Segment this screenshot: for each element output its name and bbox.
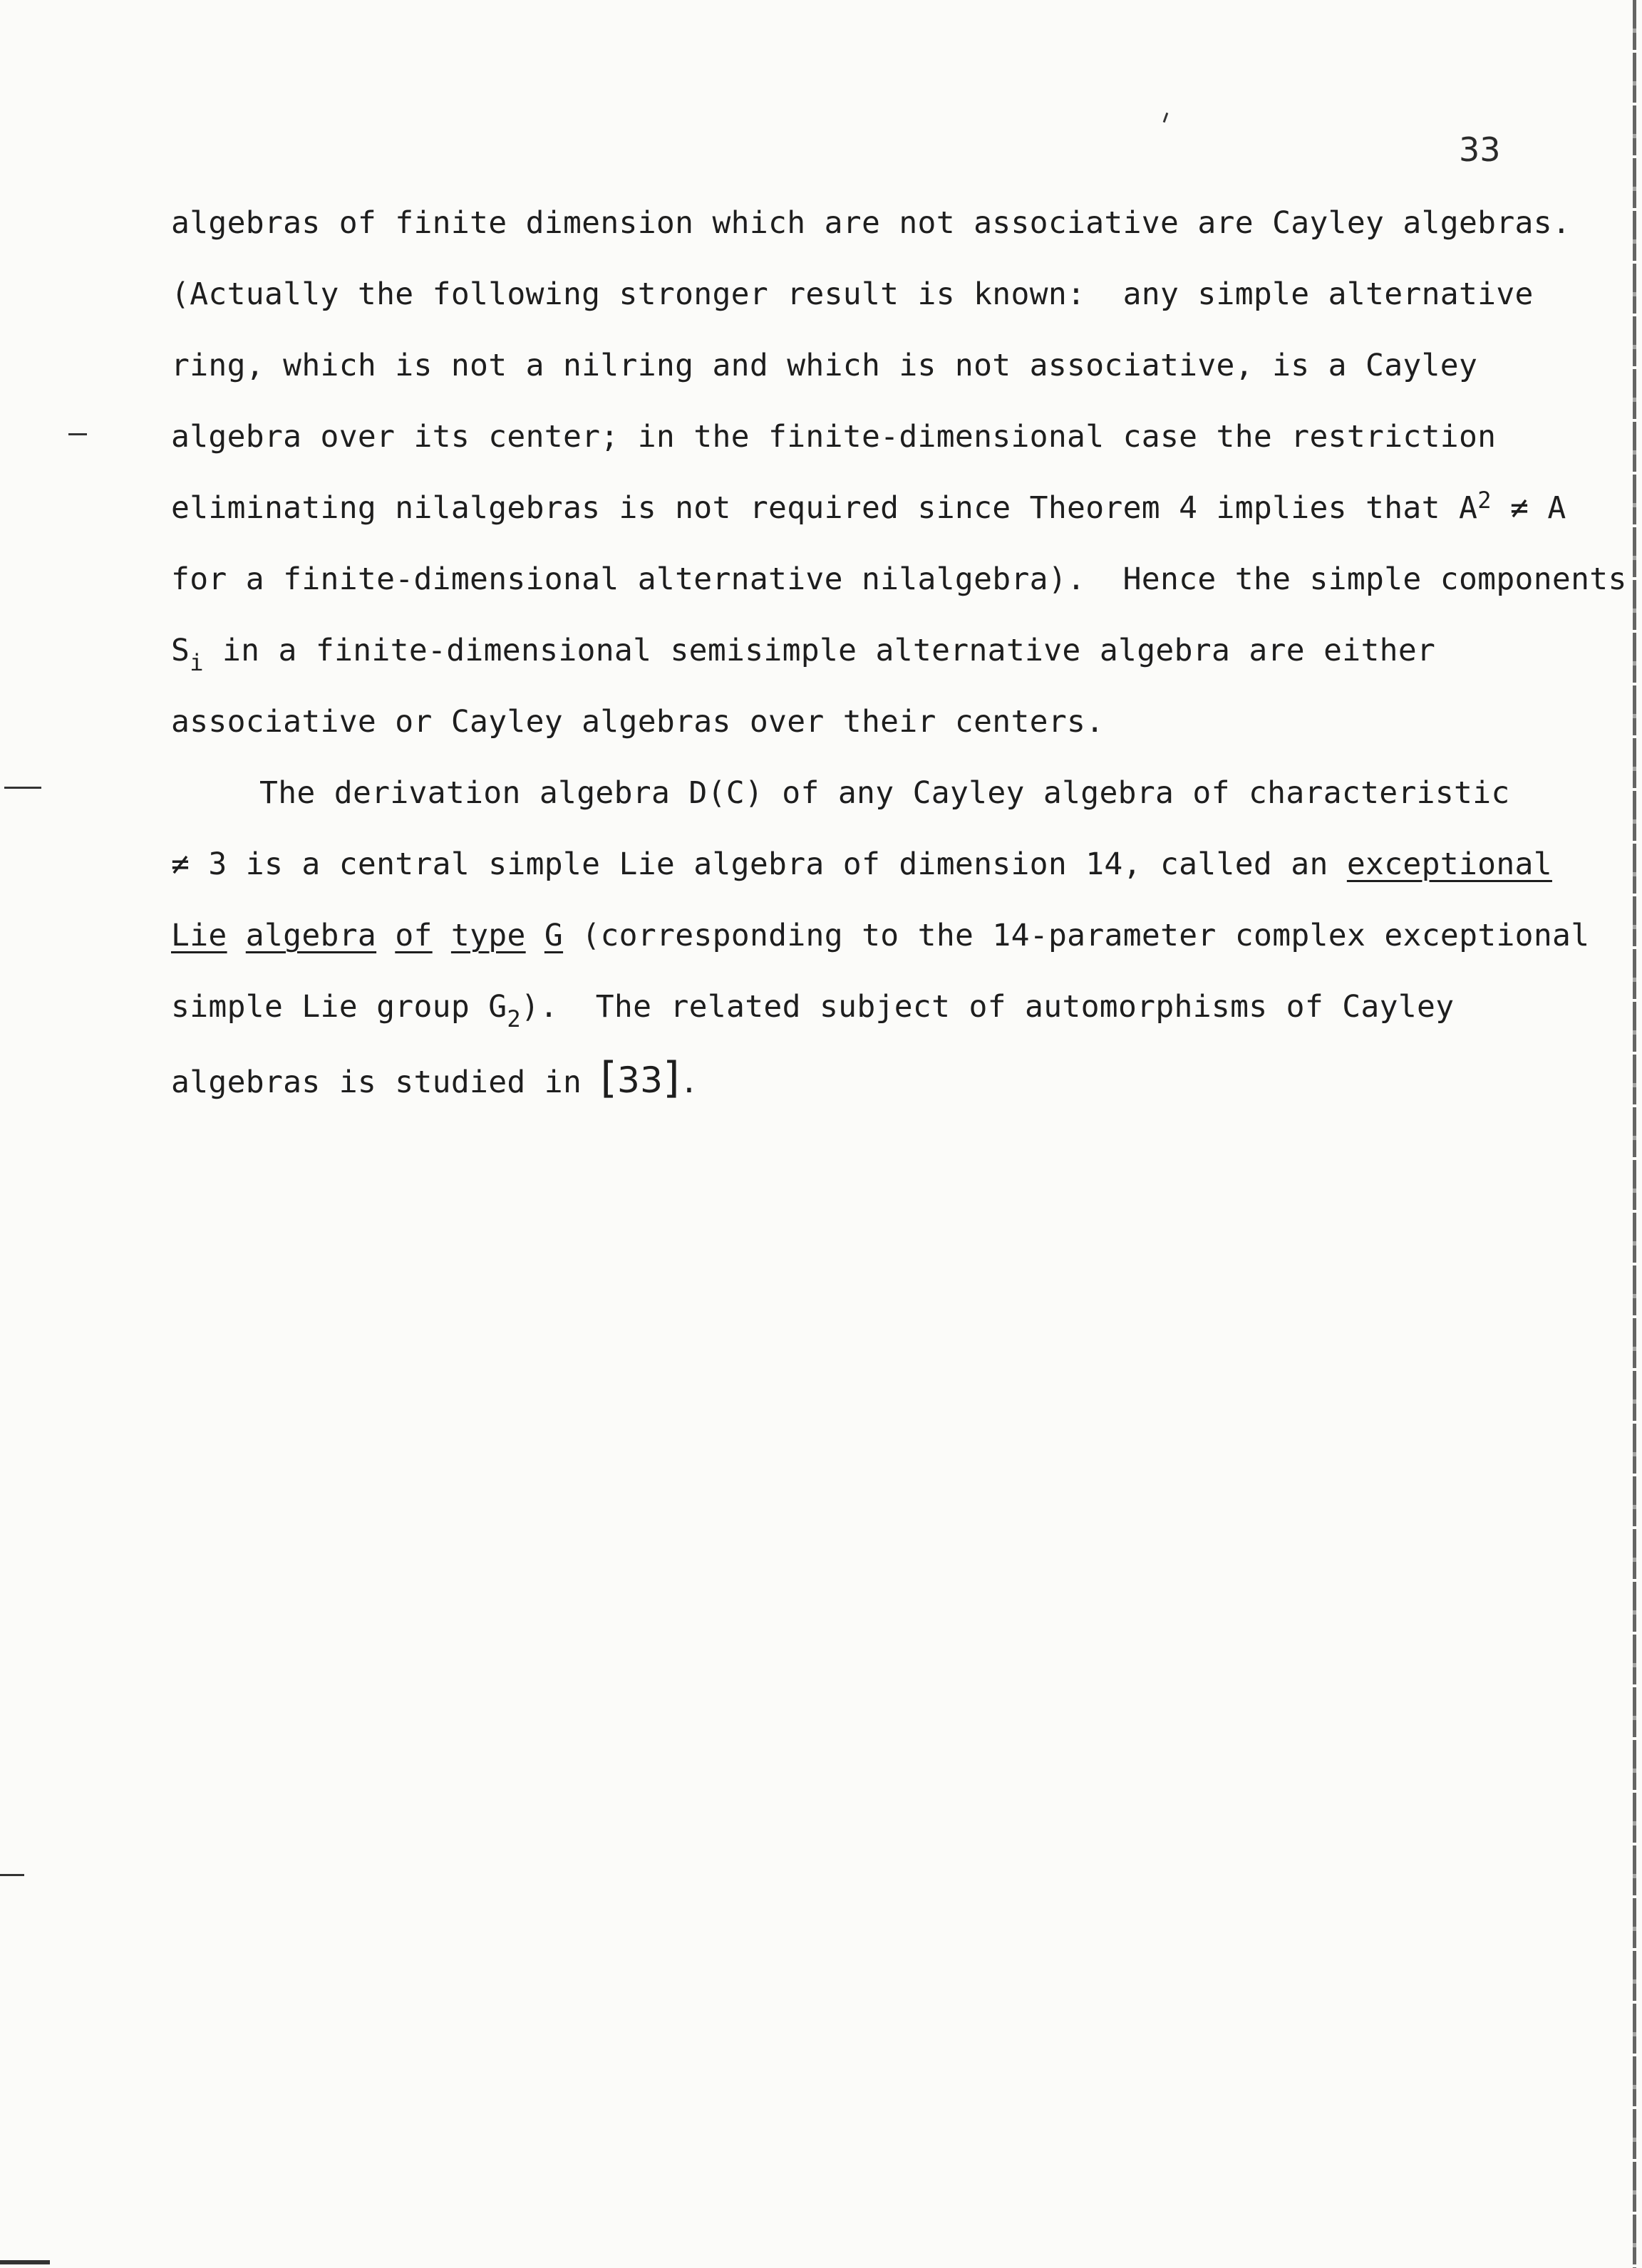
scan-mark-5 [1163, 113, 1169, 123]
open-bracket: [ [600, 1053, 618, 1103]
subscript-two: 2 [507, 1005, 521, 1032]
scan-mark-4 [0, 2260, 50, 2264]
text-line-5-a: eliminating nilalgebras is not required since Theorem 4 implies that A [171, 490, 1478, 526]
scan-mark-1 [68, 433, 87, 435]
scan-edge-right [1633, 0, 1636, 2268]
text-line-1: algebras of finite dimension which are not associative are Cayley algebras. [171, 205, 1571, 241]
text-line-9: The derivation algebra D(C) of any Cayley algebra of characteristic [259, 775, 1510, 811]
text-line-10 [171, 839, 1604, 911]
underlined-g: G [544, 918, 564, 953]
text-line-13-a: algebras is studied in [171, 1065, 601, 1100]
close-bracket: ] [663, 1053, 680, 1103]
text-line-4: algebra over its center; in the finite-dimensional case the restriction [171, 419, 1497, 455]
scan-mark-2 [4, 787, 41, 789]
superscript-two: 2 [1477, 487, 1492, 514]
text-line-13 [171, 1053, 1604, 1124]
text-line-13-end: . [680, 1065, 699, 1100]
text-line-5 [171, 483, 1604, 554]
text-line-2: (Actually the following stronger result is known: any simple alternative [171, 276, 1534, 312]
text-line-7 [171, 626, 1604, 697]
underlined-lie: Lie [171, 918, 227, 953]
text-line-12-a: simple Lie group G [171, 989, 507, 1025]
text-line-12 [171, 982, 1604, 1053]
text-line-7-b: in a finite-dimensional semisimple alternative algebra are either [203, 633, 1436, 668]
text-line-8: associative or Cayley algebras over their centers. [171, 704, 1105, 740]
text-line-12-b: ). The related subject of automorphisms of Cayley [520, 989, 1455, 1025]
text-line-5-b: ≠ A [1491, 490, 1566, 526]
body-text [171, 198, 1627, 1124]
text-line-11 [171, 911, 1604, 982]
text-line-6: for a finite-dimensional alternative nilalgebra). Hence the simple components [171, 561, 1627, 597]
text-line-10-a: ≠ 3 is a central simple Lie algebra of dimension 14, called an [171, 846, 1347, 882]
underlined-algebra: algebra [245, 918, 377, 953]
underlined-type: type [450, 918, 526, 953]
reference-number: 33 [617, 1060, 663, 1101]
text-line-3: ring, which is not a nilring and which is not associative, is a Cayley [171, 348, 1478, 383]
page-number: 33 [1459, 130, 1501, 169]
text-line-7-a: S [171, 633, 190, 668]
subscript-i: i [190, 649, 204, 676]
text-line-11-b: (corresponding to the 14-parameter complex exceptional [563, 918, 1590, 953]
scan-mark-3 [0, 1874, 24, 1876]
underlined-of: of [395, 918, 433, 953]
underlined-exceptional: exceptional [1346, 846, 1552, 882]
